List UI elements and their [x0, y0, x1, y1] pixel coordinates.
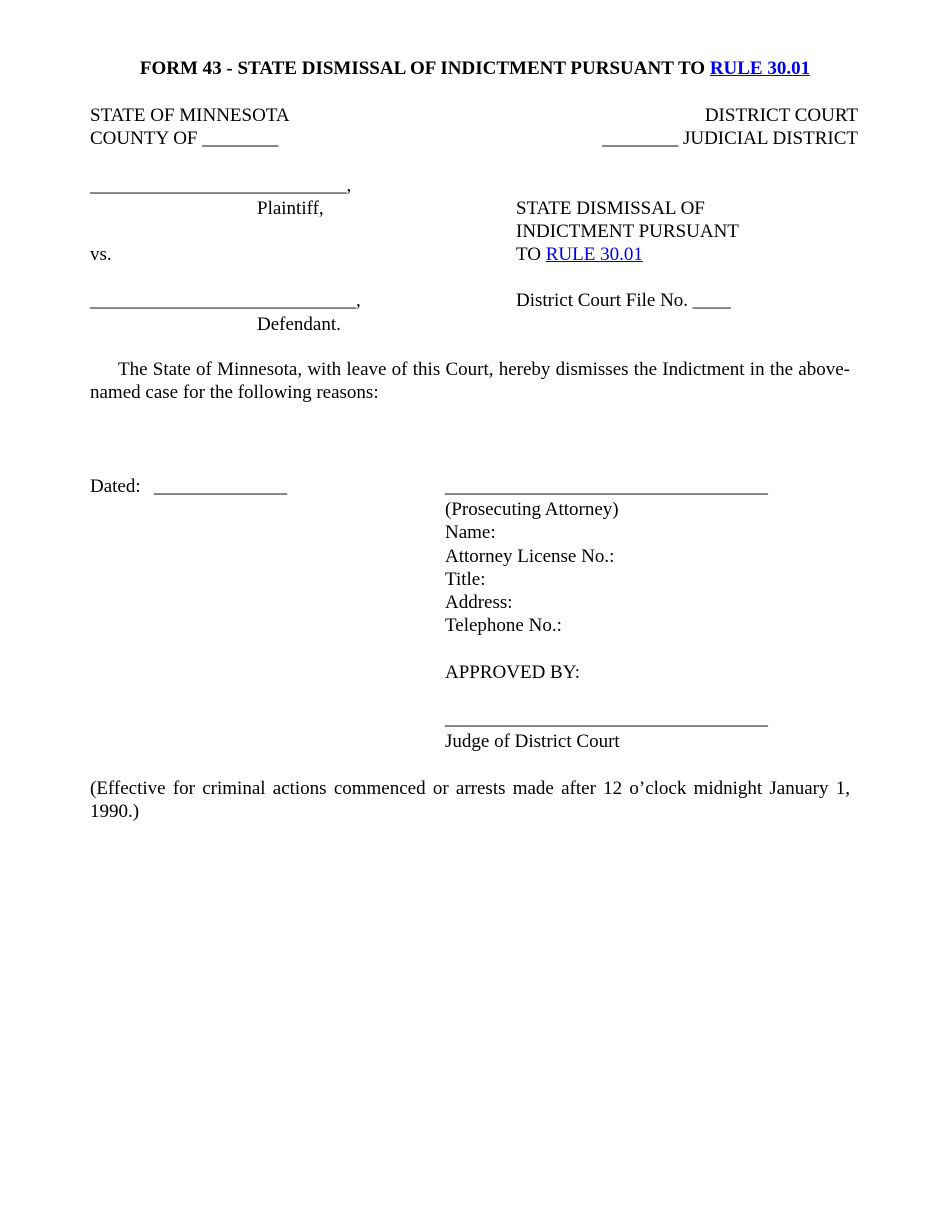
defendant-blank: ____________________________, — [90, 290, 361, 311]
attorney-signature-line: __________________________________ — [445, 476, 768, 497]
prosecuting-attorney-label: (Prosecuting Attorney) — [445, 499, 619, 520]
form-title — [0, 57, 950, 80]
approved-by-label: APPROVED BY: — [445, 662, 580, 683]
attorney-telephone-label: Telephone No.: — [445, 615, 562, 636]
court-label: DISTRICT COURT — [704, 105, 858, 126]
plaintiff-blank: ___________________________, — [90, 175, 352, 196]
doc-title-line1: STATE DISMISSAL OF — [516, 198, 705, 219]
attorney-title-label: Title: — [445, 569, 486, 590]
attorney-license-label: Attorney License No.: — [445, 546, 615, 567]
rule-link-title[interactable]: RULE 30.01 — [709, 58, 811, 79]
attorney-address-label: Address: — [445, 592, 513, 613]
versus-label: vs. — [90, 244, 112, 265]
dated-blank: ______________ — [154, 476, 287, 497]
defendant-label: Defendant. — [257, 314, 341, 335]
dated-label: Dated: — [90, 476, 141, 497]
plaintiff-label: Plaintiff, — [257, 198, 324, 219]
judicial-district-label: ________ JUDICIAL DISTRICT — [602, 128, 858, 149]
doc-title-line3 — [516, 243, 643, 266]
effective-note: (Effective for criminal actions commenced or arrests made after 12 o’clock midnight January 1, 1990.) — [90, 778, 850, 822]
state-label: STATE OF MINNESOTA — [90, 105, 290, 126]
attorney-name-label: Name: — [445, 522, 496, 543]
county-label: COUNTY OF ________ — [90, 128, 279, 149]
doc-title-line2: INDICTMENT PURSUANT — [516, 221, 739, 242]
form-title-text: FORM 43 - STATE DISMISSAL OF INDICTMENT PURSUANT TO — [139, 58, 706, 79]
judge-label: Judge of District Court — [445, 731, 620, 752]
dismissal-paragraph: The State of Minnesota, with leave of this Court, hereby dismisses the Indictment in the above-named case for the following reasons: — [90, 359, 850, 403]
judge-signature-line: __________________________________ — [445, 708, 768, 729]
file-number: District Court File No. ____ — [516, 290, 731, 311]
doc-title-prefix: TO — [516, 244, 546, 265]
rule-link-caption[interactable]: RULE 30.01 — [545, 244, 643, 265]
